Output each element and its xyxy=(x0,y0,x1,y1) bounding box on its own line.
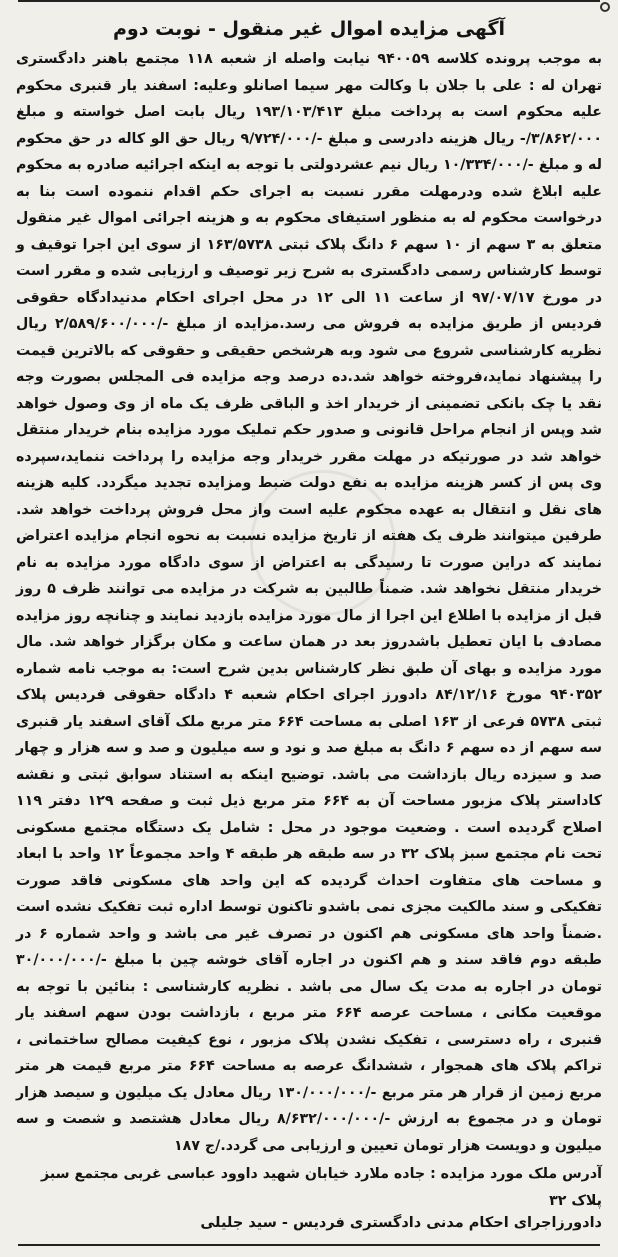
top-divider xyxy=(18,0,600,6)
property-address: آدرس ملک مورد مزایده : جاده ملارد خیابان شهید داوود عباسی غربی مجتمع سبز پلاک ۳۲ xyxy=(41,1166,602,1209)
notice-title: آگهی مزایده اموال غیر منقول - نوبت دوم xyxy=(112,18,506,40)
bottom-divider xyxy=(18,1244,600,1246)
signature-line: دادورزاجرای احکام مدنی دادگستری فردیس - سید جلیلی xyxy=(200,1215,602,1231)
notice-body: به موجب پرونده کلاسه ۹۴۰۰۵۹ نیابت واصله از شعبه ۱۱۸ مجتمع باهنر دادگستری تهران له : علی با جلان با وکالت مهر سیما اصانلو وعلیه: اسفند یار قنبری محکوم علیه محکوم است به پرداخت مبلغ ۱۹۳/۱۰۳/۴۱۳ ریال بابت اصل خواسته و مبلغ ۳/۸۶۲/۰۰۰/- ریال هزینه دادرسی و مبلغ -/۹/۷۲۴/۰۰۰ ریال حق الو کاله در حق محکوم له و مبلغ -/۱۰/۳۳۴/۰۰۰ ریال نیم عشردولتی با توجه به اینکه اجرائیه صادره به محکوم علیه ابلاغ شده ودرمهلت مقرر نسبت به اجرای حکم اقدام ننموده است بنا به درخواست محکوم له به منظور استیفای محکوم به و هزینه اجرائی اموال غیر منقول متعلق به ۳ سهم از ۱۰ سهم ۶ دانگ پلاک ثبتی ۱۶۳/۵۷۳۸ از سوی این اجرا توقیف و توسط کارشناس رسمی دادگستری به شرح زیر توصیف و ارزیابی شده و مقرر است در مورخ ۹۷/۰۷/۱۷ از ساعت ۱۱ الی ۱۲ در محل اجرای احکام مدنیدادگاه حقوقی فردیس از طریق مزایده به فروش می رسد.مزایده از مبلغ -/۲/۵۸۹/۶۰۰/۰۰۰ ریال نظریه کارشناسی شروع می شود وبه هرشخص حقیقی و حقوقی که بالاترین قیمت را پیشنهاد نماید،فروخته خواهد شد.ده درصد وجه مزایده فی المجلس بصورت وجه نقد یا چک بانکی تضمینی از خریدار اخذ و الباقی ظرف یک ماه از وی وصول خواهد شد وپس از انجام مراحل قانونی و صدور حکم تملیک مورد مزایده بنام خریدار منتقل خواهد شد در صورتیکه در مهلت مقرر خریدار وجه مزایده را پرداخت ننماید،سپرده وی پس از کسر هزینه مزایده به نفع دولت ضبط ومزایده تجدید میگردد. کلیه هزینه های نقل و انتقال به عهده محکوم علیه است واز محل فروش پرداخت خواهد شد. طرفین میتوانند ظرف یک هفته از تاریخ مزایده نسبت به نحوه انجام مزایده اعتراض نمایند که دراین صورت تا رسیدگی به اعتراض از سوی دادگاه مورد مزایده به نام خریدار منتقل نخواهد شد. ضمناً طالبین به شرکت در مزایده می توانند ظرف ۵ روز قبل از مزایده با اطلاع این اجرا از مال مورد مزایده بازدید نمایند و چنانچه روز مزایده مصادف با ایان تعطیل باشدروز بعد در همان ساعت و مکان برگزار خواهد شد. مال مورد مزایده و بهای آن طبق نظر کارشناس بدین شرح است: به موجب نامه شماره ۹۴۰۳۵۲ مورخ ۸۴/۱۲/۱۶ دادورز اجرای احکام شعبه ۴ دادگاه حقوقی فردیس پلاک ثبتی ۵۷۳۸ فرعی از ۱۶۳ اصلی به مساحت ۶۶۴ متر مربع ملک آقای اسفند یار قنبری سه سهم از ده سهم ۶ دانگ به مبلغ صد و نود و سه میلیون و صد و سه هزار و چهار صد و سیزده ریال بازداشت می باشد. توضیح اینکه به استناد سوابق ثبتی و نقشه کاداستر پلاک مزبور مساحت آن به ۶۶۴ متر مربع ذیل ثبت و صفحه ۱۲۹ دفتر ۱۱۹ اصلاح گردیده است . وضعیت موجود در محل : شامل یک دستگاه مجتمع مسکونی تحت نام مجتمع سبز پلاک ۳۲ در سه طبقه هر طبقه ۴ واحد مجموعاً ۱۲ واحد با ابعاد و مساحت های متفاوت احداث گردیده که این واحد های مسکونی فاقد صورت تفکیکی و سند مالکیت مجزی نمی باشدو تاکنون توسط اداره ثبت تفکیک نشده است .ضمناً واحد های مسکونی هم اکنون در تصرف غیر می باشد و واحد شماره ۶ در طبقه دوم فاقد سند و هم اکنون در اجاره آقای خوشه چین با مبلغ -/۳۰/۰۰۰/۰۰۰ تومان در اجاره به مدت یک سال می باشد . نظریه کارشناسی : بنائین با توجه به موقعیت مکانی ، مساحت عرصه ۶۶۴ متر مربع ، بازداشت بودن سهم اسفند یار قنبری ، راه دسترسی ، تفکیک نشدن پلاک مزبور ، نوع کیفیت مصالح ساختمانی ، تراکم پلاک های همجوار ، ششدانگ عرصه به مساحت ۶۶۴ متر مربع قیمت هر متر مربع زمین از قرار هر متر مربع -/۱۳۰/۰۰۰/۰۰۰ ریال معادل یک میلیون و سیصد هزار تومان و در مجموع به ارزش -/۸/۶۳۲/۰۰۰/۰۰۰ ریال معادل هشتصد و شصت و سه میلیون و دویست هزار تومان تعیین و ارزیابی می گردد./ج ۱۸۷ xyxy=(16,51,603,1154)
corner-circle-icon xyxy=(600,2,610,12)
